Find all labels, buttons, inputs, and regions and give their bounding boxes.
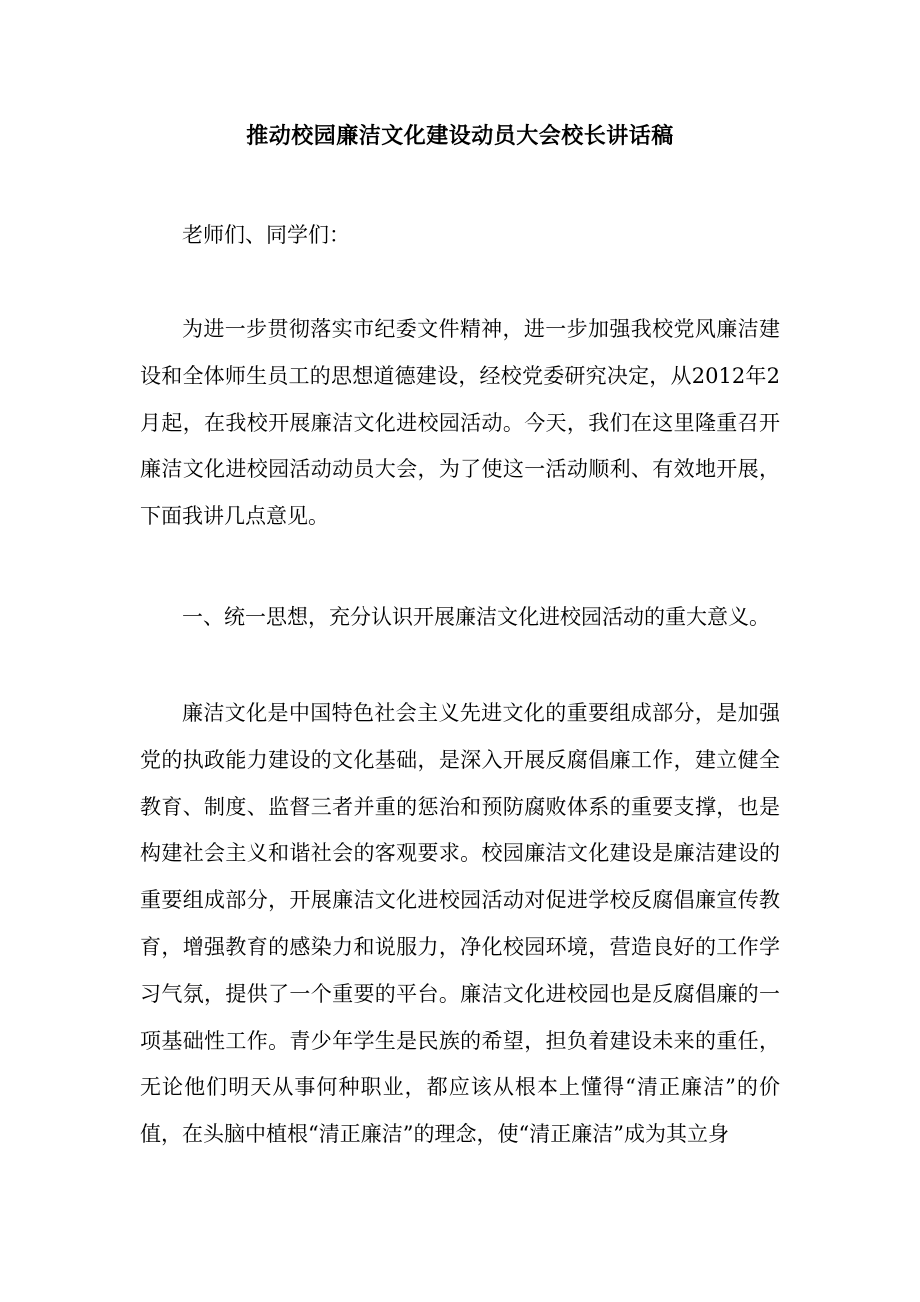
section-heading-one: 一、统一思想，充分认识开展廉洁文化进校园活动的重大意义。: [182, 605, 770, 629]
greeting-line: 老师们、同学们：: [182, 223, 350, 247]
document-title: 推动校园廉洁文化建设动员大会校长讲话稿: [246, 123, 674, 149]
paragraph-intro: 为进一步贯彻落实市纪委文件精神，进一步加强我校党风廉洁建设和全体师生员工的思想道德建设，经校党委研究决定，从2012年2月起，在我校开展廉洁文化进校园活动。今天，我们在这里隆重召开廉洁文化进校园活动动员大会，为了使这一活动顺利、有效地开展，下面我讲几点意见。: [140, 317, 780, 529]
paragraph-body: 廉洁文化是中国特色社会主义先进文化的重要组成部分，是加强党的执政能力建设的文化基础，是深入开展反腐倡廉工作，建立健全教育、制度、监督三者并重的惩治和预防腐败体系的重要支撑，也是构建社会主义和谐社会的客观要求。校园廉洁文化建设是廉洁建设的重要组成部分，开展廉洁文化进校园活动对促进学校反腐倡廉宣传教育，增强教育的感染力和说服力，净化校园环境，营造良好的工作学习气氛，提供了一个重要的平台。廉洁文化进校园也是反腐倡廉的一项基础性工作。青少年学生是民族的希望，担负着建设未来的重任，无论他们明天从事何种职业，都应该从根本上懂得“清正廉洁”的价值，在头脑中植根“清正廉洁”的理念，使“清正廉洁”成为其立身: [140, 701, 780, 1147]
